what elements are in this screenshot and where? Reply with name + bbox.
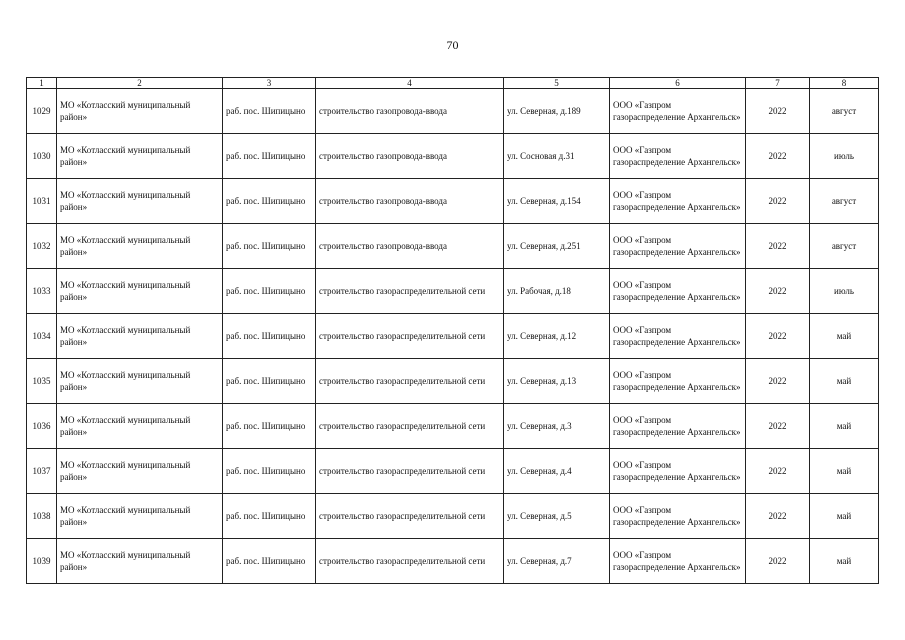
table-row [27, 134, 879, 179]
settlement-cell: раб. пос. Шипицыно [223, 134, 316, 179]
address-cell: ул. Рабочая, д.18 [504, 269, 610, 314]
municipality-cell: МО «Котласский муниципальный район» [57, 494, 223, 539]
organization-cell: ООО «Газпром газораспределение Архангельск» [610, 224, 746, 269]
column-number-header: 2 [57, 78, 223, 89]
work-type-cell: строительство газопровода-ввода [316, 224, 504, 269]
month-cell: май [810, 404, 879, 449]
row-number-cell: 1030 [27, 134, 57, 179]
row-number-cell: 1037 [27, 449, 57, 494]
address-cell: ул. Северная, д.7 [504, 539, 610, 584]
page-number: 70 [446, 38, 459, 52]
settlement-cell: раб. пос. Шипицыно [223, 269, 316, 314]
settlement-cell: раб. пос. Шипицыно [223, 449, 316, 494]
table-row [27, 89, 879, 134]
settlement-cell: раб. пос. Шипицыно [223, 224, 316, 269]
work-type-cell: строительство газопровода-ввода [316, 134, 504, 179]
settlement-cell: раб. пос. Шипицыно [223, 404, 316, 449]
row-number-cell: 1031 [27, 179, 57, 224]
row-number-cell: 1033 [27, 269, 57, 314]
row-number-cell: 1034 [27, 314, 57, 359]
month-cell: май [810, 359, 879, 404]
gasification-table [26, 77, 879, 584]
table-row [27, 314, 879, 359]
row-number-cell: 1032 [27, 224, 57, 269]
organization-cell: ООО «Газпром газораспределение Архангельск» [610, 494, 746, 539]
table-row [27, 224, 879, 269]
work-type-cell: строительство газораспределительной сети [316, 404, 504, 449]
year-cell: 2022 [746, 89, 810, 134]
month-cell: май [810, 494, 879, 539]
row-number-cell: 1029 [27, 89, 57, 134]
column-number-header: 7 [746, 78, 810, 89]
column-number-header: 4 [316, 78, 504, 89]
organization-cell: ООО «Газпром газораспределение Архангельск» [610, 134, 746, 179]
municipality-cell: МО «Котласский муниципальный район» [57, 539, 223, 584]
organization-cell: ООО «Газпром газораспределение Архангельск» [610, 269, 746, 314]
table-row [27, 269, 879, 314]
organization-cell: ООО «Газпром газораспределение Архангельск» [610, 314, 746, 359]
month-cell: июль [810, 134, 879, 179]
address-cell: ул. Северная, д.12 [504, 314, 610, 359]
municipality-cell: МО «Котласский муниципальный район» [57, 89, 223, 134]
address-cell: ул. Северная, д.3 [504, 404, 610, 449]
column-number-header: 6 [610, 78, 746, 89]
month-cell: август [810, 179, 879, 224]
column-number-header: 1 [27, 78, 57, 89]
month-cell: август [810, 89, 879, 134]
year-cell: 2022 [746, 404, 810, 449]
year-cell: 2022 [746, 224, 810, 269]
month-cell: май [810, 314, 879, 359]
organization-cell: ООО «Газпром газораспределение Архангельск» [610, 404, 746, 449]
municipality-cell: МО «Котласский муниципальный район» [57, 179, 223, 224]
table-row [27, 494, 879, 539]
municipality-cell: МО «Котласский муниципальный район» [57, 359, 223, 404]
address-cell: ул. Северная, д.189 [504, 89, 610, 134]
work-type-cell: строительство газораспределительной сети [316, 539, 504, 584]
organization-cell: ООО «Газпром газораспределение Архангельск» [610, 179, 746, 224]
table-row [27, 179, 879, 224]
organization-cell: ООО «Газпром газораспределение Архангельск» [610, 359, 746, 404]
municipality-cell: МО «Котласский муниципальный район» [57, 314, 223, 359]
month-cell: май [810, 449, 879, 494]
work-type-cell: строительство газопровода-ввода [316, 89, 504, 134]
month-cell: июль [810, 269, 879, 314]
work-type-cell: строительство газораспределительной сети [316, 269, 504, 314]
year-cell: 2022 [746, 539, 810, 584]
settlement-cell: раб. пос. Шипицыно [223, 314, 316, 359]
year-cell: 2022 [746, 134, 810, 179]
work-type-cell: строительство газораспределительной сети [316, 359, 504, 404]
settlement-cell: раб. пос. Шипицыно [223, 494, 316, 539]
year-cell: 2022 [746, 494, 810, 539]
table-body [27, 78, 879, 584]
column-number-header: 8 [810, 78, 879, 89]
municipality-cell: МО «Котласский муниципальный район» [57, 134, 223, 179]
address-cell: ул. Северная, д.4 [504, 449, 610, 494]
month-cell: май [810, 539, 879, 584]
table-row [27, 404, 879, 449]
address-cell: ул. Сосновая д.31 [504, 134, 610, 179]
work-type-cell: строительство газораспределительной сети [316, 494, 504, 539]
row-number-cell: 1039 [27, 539, 57, 584]
month-cell: август [810, 224, 879, 269]
municipality-cell: МО «Котласский муниципальный район» [57, 269, 223, 314]
year-cell: 2022 [746, 359, 810, 404]
organization-cell: ООО «Газпром газораспределение Архангельск» [610, 449, 746, 494]
column-number-row [27, 78, 879, 89]
year-cell: 2022 [746, 269, 810, 314]
address-cell: ул. Северная, д.251 [504, 224, 610, 269]
column-number-header: 5 [504, 78, 610, 89]
address-cell: ул. Северная, д.13 [504, 359, 610, 404]
municipality-cell: МО «Котласский муниципальный район» [57, 449, 223, 494]
settlement-cell: раб. пос. Шипицыно [223, 89, 316, 134]
column-number-header: 3 [223, 78, 316, 89]
settlement-cell: раб. пос. Шипицыно [223, 539, 316, 584]
table-row [27, 449, 879, 494]
municipality-cell: МО «Котласский муниципальный район» [57, 224, 223, 269]
work-type-cell: строительство газопровода-ввода [316, 179, 504, 224]
table-row [27, 359, 879, 404]
work-type-cell: строительство газораспределительной сети [316, 314, 504, 359]
row-number-cell: 1036 [27, 404, 57, 449]
table-row [27, 539, 879, 584]
work-type-cell: строительство газораспределительной сети [316, 449, 504, 494]
address-cell: ул. Северная, д.5 [504, 494, 610, 539]
year-cell: 2022 [746, 314, 810, 359]
row-number-cell: 1038 [27, 494, 57, 539]
row-number-cell: 1035 [27, 359, 57, 404]
organization-cell: ООО «Газпром газораспределение Архангельск» [610, 89, 746, 134]
year-cell: 2022 [746, 449, 810, 494]
municipality-cell: МО «Котласский муниципальный район» [57, 404, 223, 449]
organization-cell: ООО «Газпром газораспределение Архангельск» [610, 539, 746, 584]
settlement-cell: раб. пос. Шипицыно [223, 359, 316, 404]
year-cell: 2022 [746, 179, 810, 224]
address-cell: ул. Северная, д.154 [504, 179, 610, 224]
settlement-cell: раб. пос. Шипицыно [223, 179, 316, 224]
